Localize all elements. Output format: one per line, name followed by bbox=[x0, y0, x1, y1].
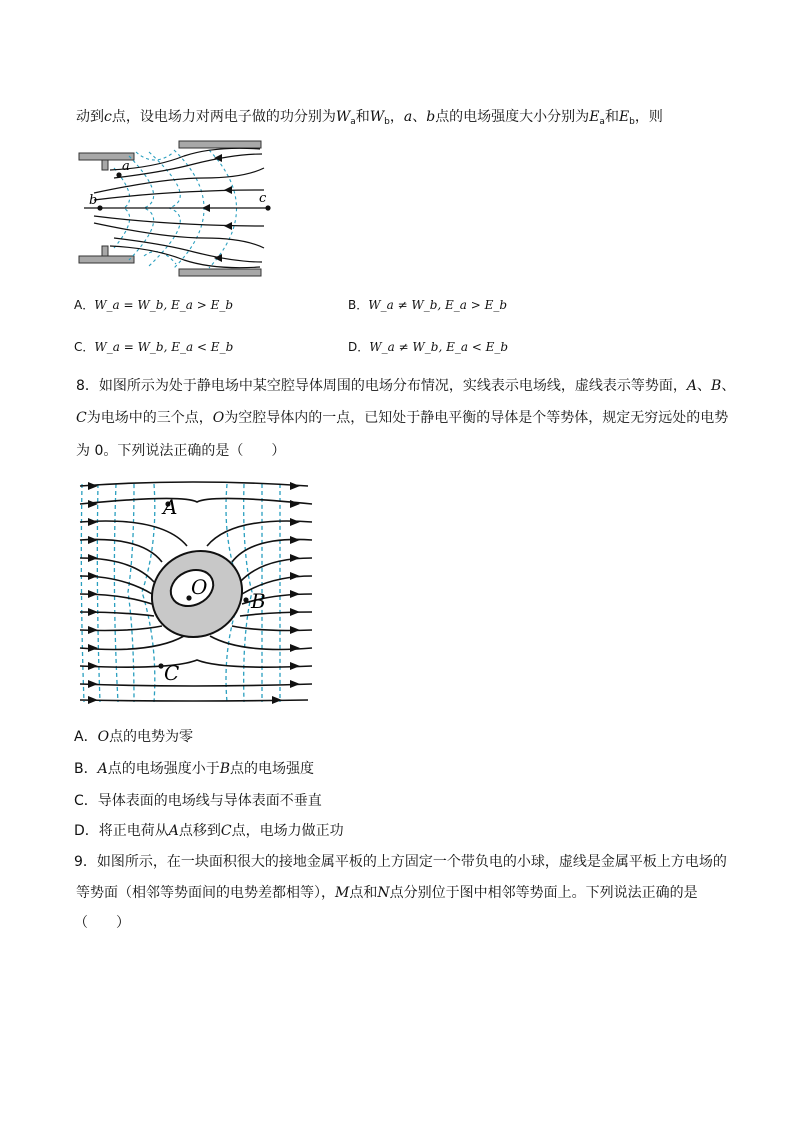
q8-option-a: A．O点的电势为零 bbox=[74, 729, 194, 745]
q8-line1: 8．如图所示为处于静电场中某空腔导体周围的电场分布情况，实线表示电场线，虚线表示等势面，A、B、 bbox=[76, 378, 736, 394]
q8-label-c: C bbox=[164, 661, 180, 685]
q7-label-b: b bbox=[89, 193, 98, 208]
q8-label-o: O bbox=[191, 575, 208, 599]
q7-point-c bbox=[265, 205, 270, 210]
q9-line2: 等势面（相邻等势面间的电势差都相等），M点和N点分别位于图中相邻等势面上。下列说法正确的是 bbox=[76, 885, 698, 901]
q9-line3: （ ） bbox=[74, 915, 130, 931]
q7-option-d: D．W_a ≠ W_b, E_a < E_b bbox=[348, 340, 509, 354]
q8-option-d: D．将正电荷从A点移到C点，电场力做正功 bbox=[74, 823, 344, 839]
q7-label-a: a bbox=[122, 159, 130, 174]
q7-field-figure bbox=[74, 138, 274, 280]
q7-point-b bbox=[97, 205, 102, 210]
q7-lower-left-plate bbox=[79, 246, 134, 263]
q7-point-a bbox=[116, 172, 121, 177]
q7-label-c: c bbox=[259, 191, 267, 206]
q8-label-b: B bbox=[251, 589, 266, 613]
q8-point-c bbox=[158, 663, 163, 668]
q8-conductor-figure bbox=[72, 474, 322, 710]
q7-option-a: A．W_a = W_b, E_a > E_b bbox=[74, 298, 234, 312]
q8-option-b: B．A点的电场强度小于B点的电场强度 bbox=[74, 761, 315, 777]
q8-label-a: A bbox=[163, 495, 178, 519]
q7-intro: 动到c点，设电场力对两电子做的功分别为$W_a$和$W_b$，a、b点的电场强度大小分别为$E_a$和$E_b$，则 bbox=[76, 109, 663, 127]
q9-line1: 9．如图所示，在一块面积很大的接地金属平板的上方固定一个带负电的小球，虚线是金属平板上方电场的 bbox=[74, 854, 727, 870]
q8-line2: C为电场中的三个点，O为空腔导体内的一点，已知处于静电平衡的导体是个等势体，规定无穷远处的电势 bbox=[76, 410, 729, 426]
q8-option-c: C．导体表面的电场线与导体表面不垂直 bbox=[74, 793, 322, 809]
q7-option-b: B．W_a ≠ W_b, E_a > E_b bbox=[348, 298, 508, 312]
q7-lower-right-plate bbox=[179, 269, 261, 276]
q7-upper-right-plate bbox=[179, 141, 261, 148]
q7-field-lines bbox=[84, 148, 270, 267]
q8-point-b bbox=[243, 597, 248, 602]
q8-line3: 为 0。下列说法正确的是（ ） bbox=[76, 443, 286, 459]
q7-option-c: C．W_a = W_b, E_a < E_b bbox=[74, 340, 234, 354]
